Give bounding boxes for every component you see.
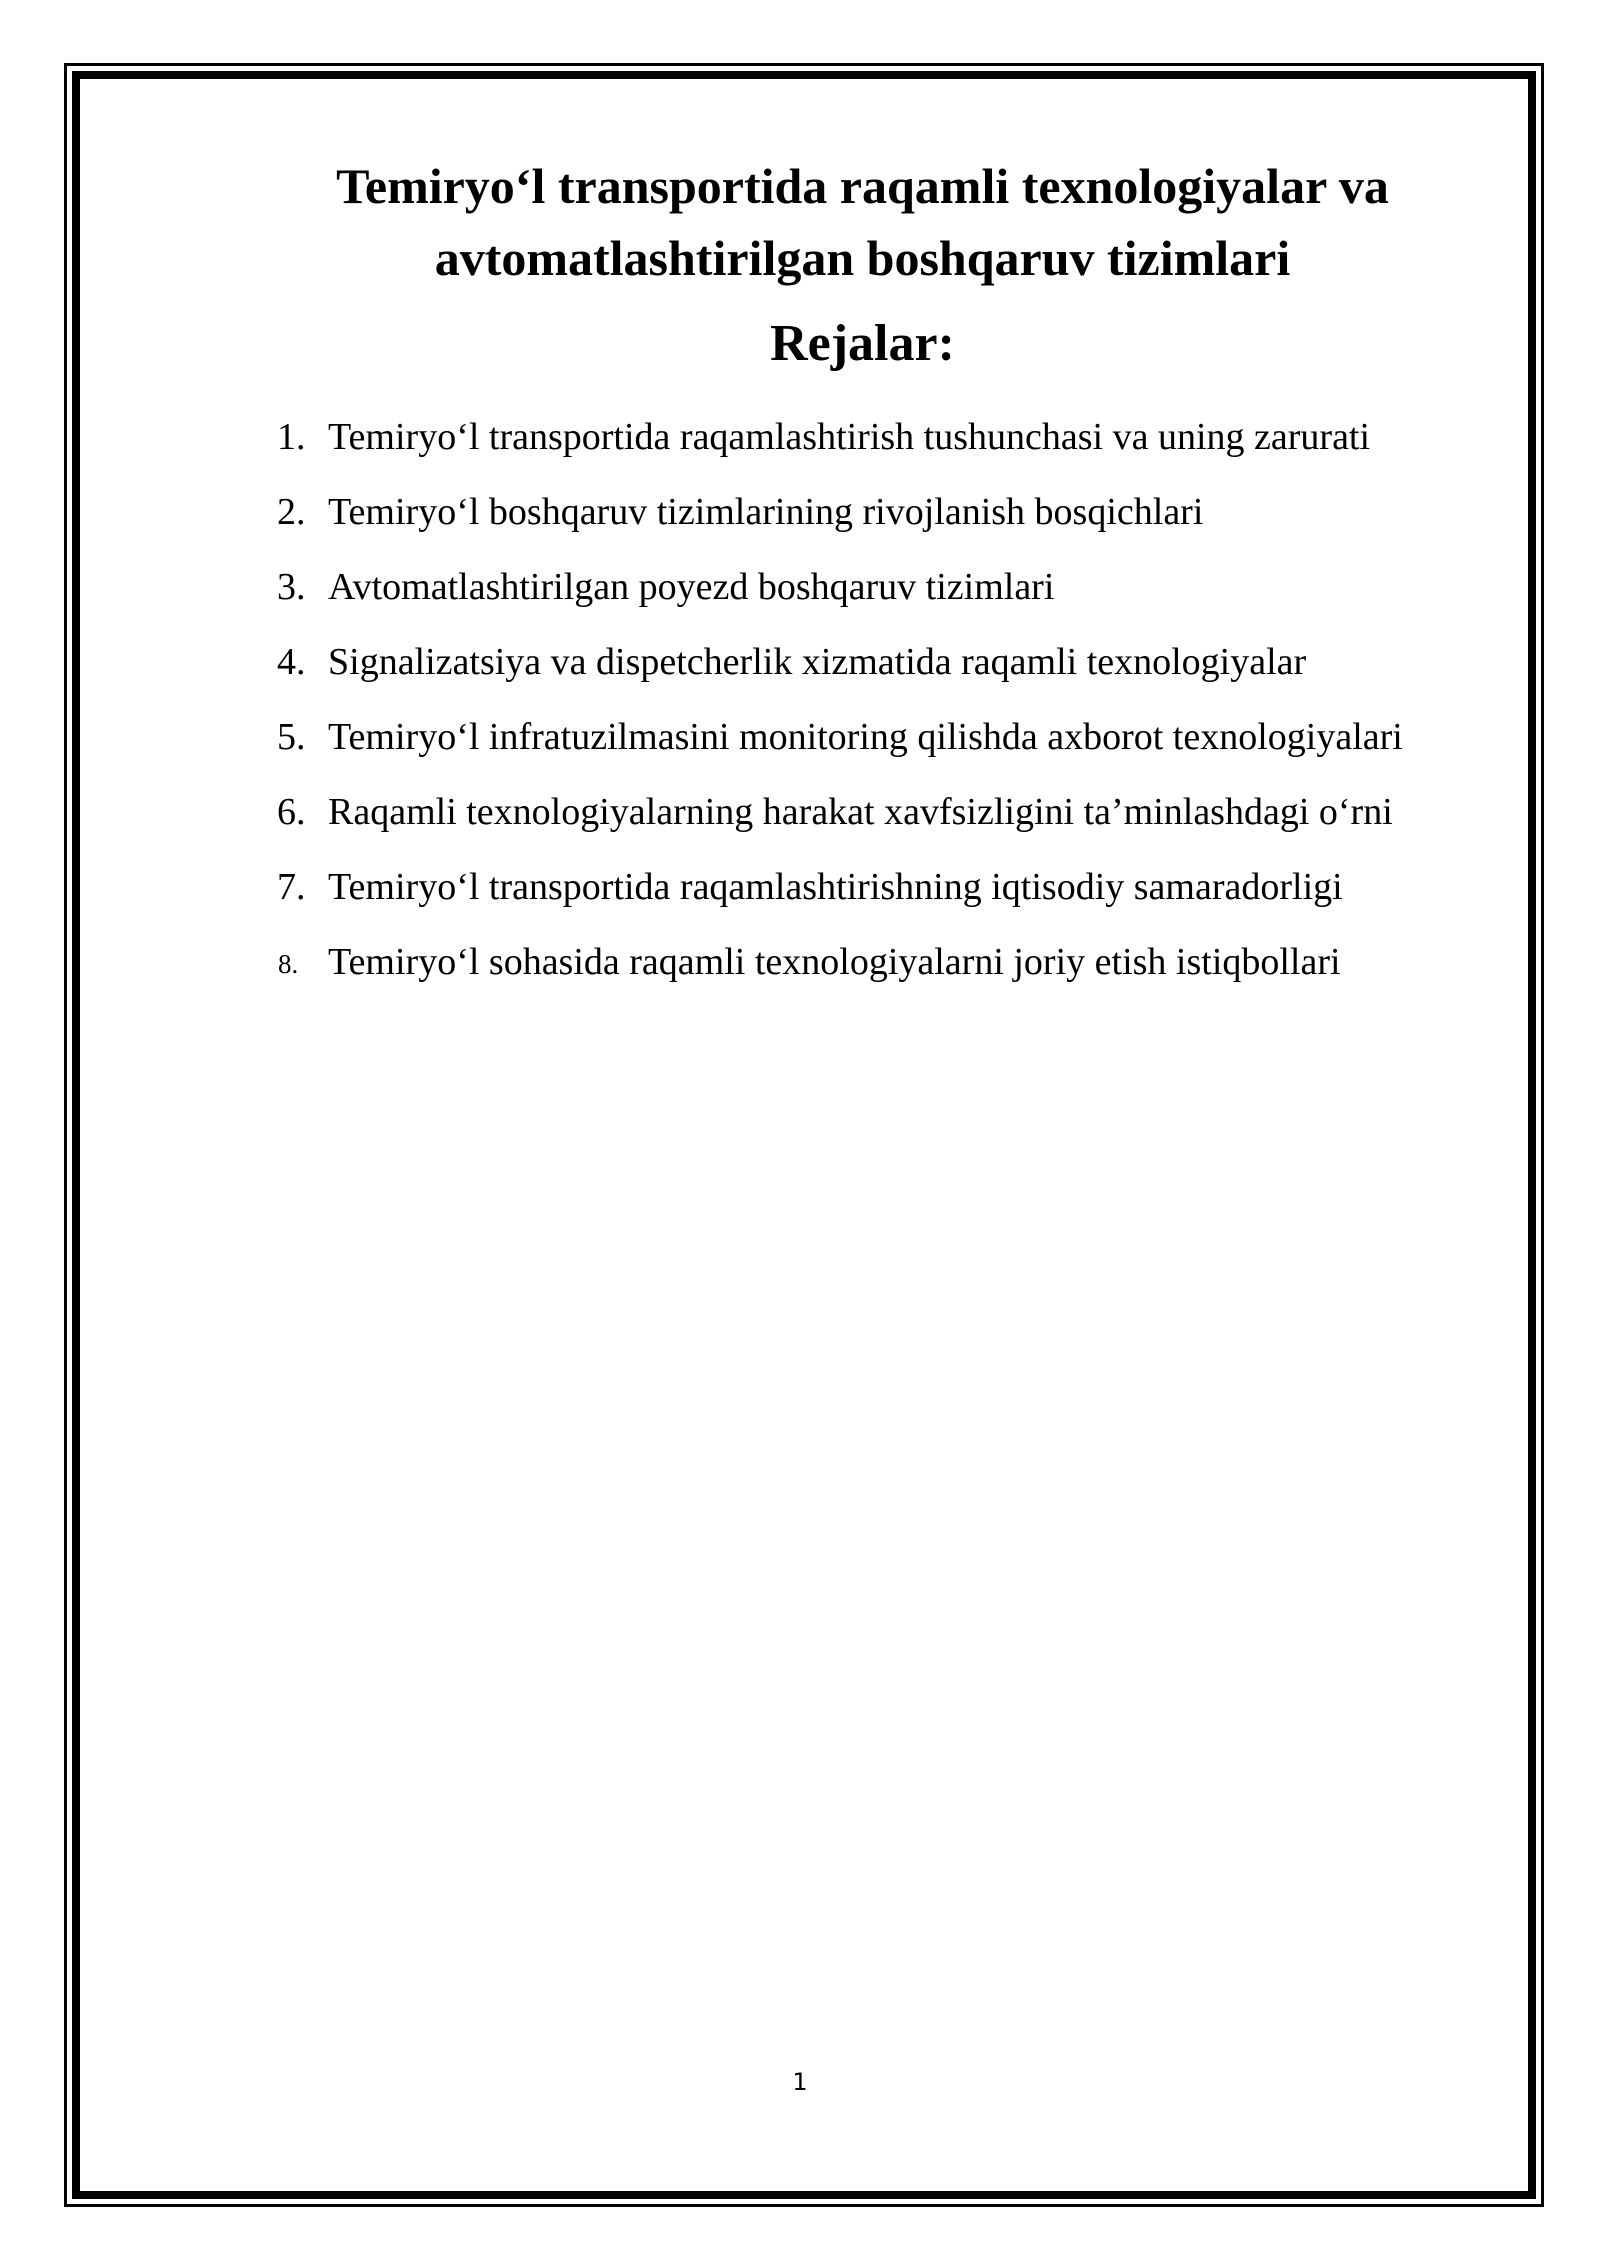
plan-item-3 (268, 550, 1508, 625)
plan-text: Temiryo‘l transportida raqamlashtirishning iqtisodiy samaradorligi (328, 866, 1343, 908)
document-title: Temiryo‘l transportida raqamli texnologiyalar va avtomatlashtirilgan boshqaruv tizimlari (336, 158, 1389, 286)
plan-item-8 (268, 925, 1508, 1000)
plan-text: Temiryo‘l sohasida raqamli texnologiyalarni joriy etish istiqbollari (328, 941, 1341, 983)
plan-text: Signalizatsiya va dispetcherlik xizmatida raqamli texnologiyalar (328, 641, 1307, 683)
plan-item-1 (268, 400, 1508, 475)
plans-heading: Rejalar: (770, 315, 955, 372)
plan-number: 8. (278, 949, 299, 979)
plan-text: Temiryo‘l boshqaruv tizimlarining rivojlanish bosqichlari (328, 491, 1204, 533)
plan-item-5 (268, 700, 1508, 775)
plan-text: Raqamli texnologiyalarning harakat xavfsizligini ta’minlashdagi o‘rni (328, 791, 1393, 833)
plan-number: 7. (277, 866, 306, 908)
plan-number: 6. (277, 791, 306, 833)
plan-item-2 (268, 475, 1508, 550)
plan-number: 3. (277, 566, 306, 608)
page-border-inner (72, 71, 1536, 2199)
plan-text: Avtomatlashtirilgan poyezd boshqaruv tizimlari (328, 566, 1055, 608)
page-number: 1 (792, 2068, 808, 2096)
plan-number: 4. (277, 641, 306, 683)
plan-text: Temiryo‘l infratuzilmasini monitoring qilishda axborot texnologiyalari (328, 716, 1403, 758)
plan-text: Temiryo‘l transportida raqamlashtirish tushunchasi va uning zarurati (328, 416, 1371, 458)
plan-number: 1. (277, 416, 306, 458)
plan-item-6 (268, 775, 1508, 850)
plan-number: 5. (277, 716, 306, 758)
plan-item-7 (268, 850, 1508, 925)
plan-number: 2. (277, 491, 306, 533)
plans-list (268, 400, 1508, 1000)
plan-item-4 (268, 625, 1508, 700)
